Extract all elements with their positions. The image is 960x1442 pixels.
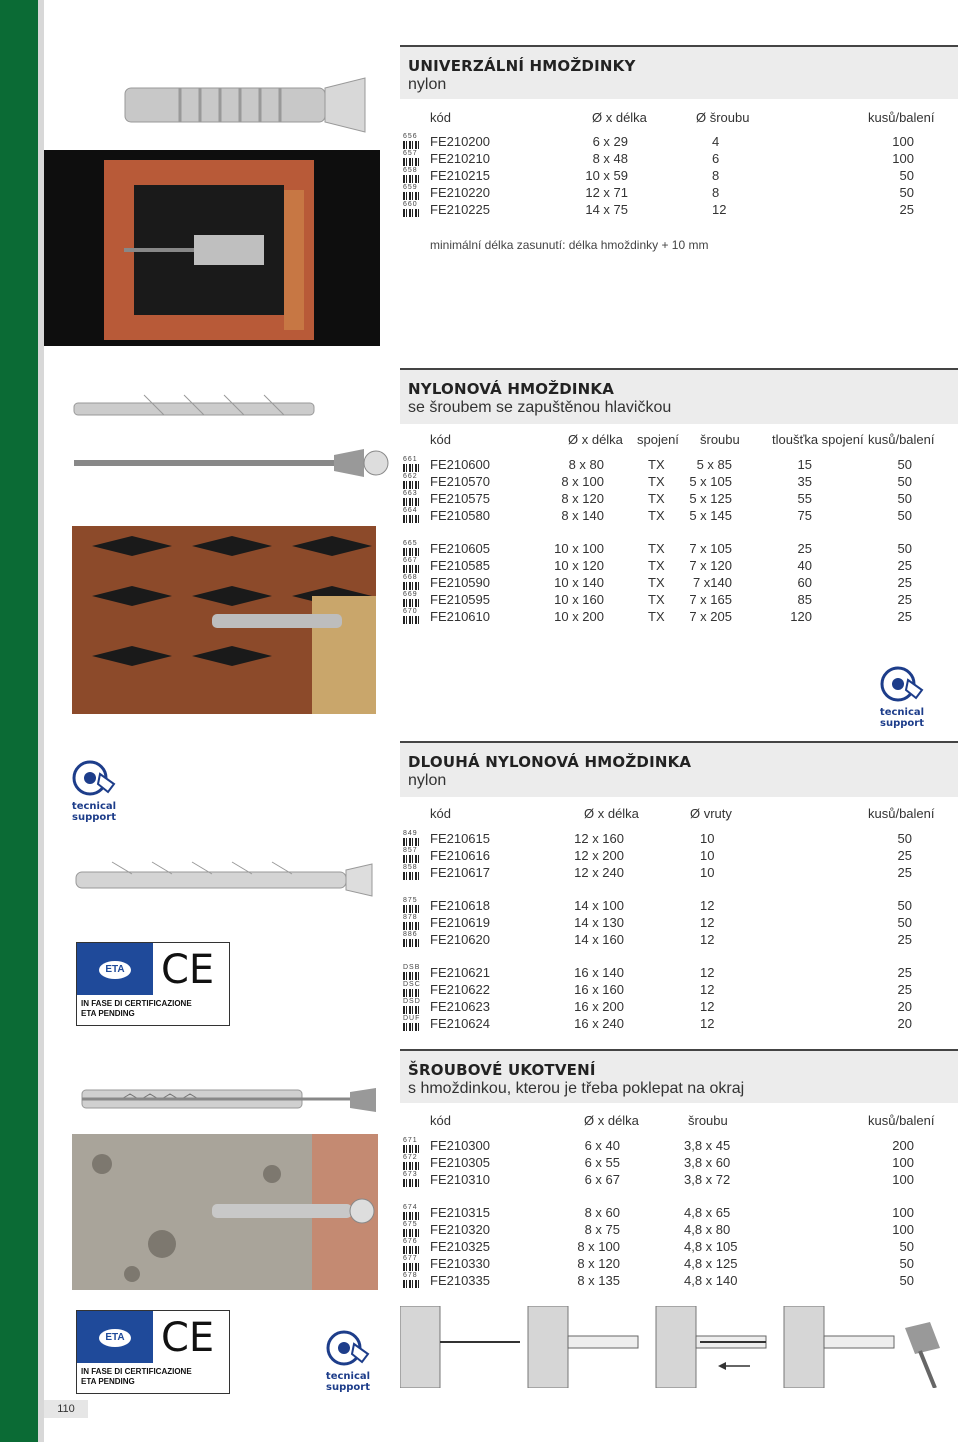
s2-col-thickness: tloušťka spojení (772, 432, 864, 447)
cell-qty: 100 (892, 1222, 914, 1237)
cell-qty: 20 (897, 999, 912, 1014)
cell-qty: 25 (897, 558, 912, 573)
cell-code: FE210616 (430, 848, 490, 863)
table-row (400, 1222, 940, 1239)
cell-screw: 7 x 120 (689, 558, 732, 573)
cell-screw: 4,8 x 105 (684, 1239, 738, 1254)
cell-code: FE210595 (430, 592, 490, 607)
cell-screw: 3,8 x 45 (684, 1138, 731, 1153)
section4-header (400, 1049, 958, 1103)
cell-code: FE210624 (430, 1016, 490, 1031)
cell-screw: 5 x 105 (689, 474, 732, 489)
qr-code-icon: 659 (403, 186, 421, 201)
qr-code-icon: 667 (403, 559, 421, 574)
section3-header (400, 741, 958, 797)
cell-code: FE210570 (430, 474, 490, 489)
cell-qty: 50 (897, 474, 912, 489)
cell-joint: TX (648, 457, 665, 472)
cell-screw: 4 (712, 134, 720, 149)
cell-qty: 50 (897, 831, 912, 846)
qr-code-icon: 664 (403, 509, 421, 524)
table-row (400, 982, 940, 999)
cell-size: 10 x 160 (554, 592, 604, 607)
cell-screw: 3,8 x 60 (684, 1155, 731, 1170)
table-row (400, 1172, 940, 1189)
cell-screw: 12 (700, 982, 715, 997)
table-row (400, 865, 940, 882)
cell-qty: 25 (897, 575, 912, 590)
cell-qty: 50 (897, 457, 912, 472)
s2-col-qty: kusů/balení (868, 432, 935, 447)
tech-support-line2: support (72, 812, 116, 823)
cell-code: FE210585 (430, 558, 490, 573)
qr-code-icon: 662 (403, 475, 421, 490)
hammer-anchor-image (80, 1082, 380, 1122)
table-row (400, 1273, 940, 1290)
cell-screw: 3,8 x 72 (684, 1172, 731, 1187)
cell-thick: 75 (797, 508, 812, 523)
table-row (400, 1256, 940, 1273)
cell-thick: 85 (797, 592, 812, 607)
cell-qty: 25 (897, 609, 912, 624)
qr-code-icon: 672 (403, 1156, 421, 1171)
cell-size: 8 x 120 (577, 1256, 620, 1271)
cell-size: 8 x 100 (577, 1239, 620, 1254)
s4-col-screw: šroubu (688, 1113, 728, 1128)
cell-qty: 100 (892, 1205, 914, 1220)
tech-support-logo-right (872, 662, 932, 729)
tech-support-logo-bottom (318, 1326, 378, 1393)
table-row (400, 999, 940, 1016)
qr-code-icon: 886 (403, 933, 421, 948)
cell-size: 10 x 100 (554, 541, 604, 556)
cell-screw: 5 x 125 (689, 491, 732, 506)
cell-qty: 50 (899, 168, 914, 183)
table-row (400, 558, 940, 575)
eta-flag (77, 943, 153, 995)
s2-col-screw: šroubu (700, 432, 740, 447)
table-row (400, 508, 940, 525)
table-row (400, 898, 940, 915)
s2-col-joint: spojení (637, 432, 679, 447)
qr-code-icon: 878 (403, 916, 421, 931)
qr-code-icon: 670 (403, 610, 421, 625)
cell-code: FE210615 (430, 831, 490, 846)
s4-col-size: Ø x délka (584, 1113, 639, 1128)
qr-code-icon: 849 (403, 832, 421, 847)
cell-size: 6 x 67 (584, 1172, 620, 1187)
table-row (400, 474, 940, 491)
cell-screw: 7 x140 (692, 575, 732, 590)
cell-qty: 50 (899, 1239, 914, 1254)
cell-screw: 7 x 205 (689, 609, 732, 624)
cell-code: FE210575 (430, 491, 490, 506)
cell-thick: 25 (797, 541, 812, 556)
cell-thick: 35 (797, 474, 812, 489)
cell-screw: 5 x 85 (696, 457, 732, 472)
universal-plug-image (120, 70, 380, 140)
cell-size: 16 x 140 (574, 965, 624, 980)
cell-size: 6 x 40 (584, 1138, 620, 1153)
cell-code: FE210300 (430, 1138, 490, 1153)
cell-code: FE210225 (430, 202, 490, 217)
cell-size: 14 x 75 (585, 202, 628, 217)
qr-code-icon: DSC (403, 983, 421, 998)
section2-title: NYLONOVÁ HMOŽDINKA (408, 380, 615, 398)
cell-qty: 25 (897, 932, 912, 947)
cell-screw: 5 x 145 (689, 508, 732, 523)
cell-size: 10 x 140 (554, 575, 604, 590)
cell-screw: 12 (700, 915, 715, 930)
cell-code: FE210210 (430, 151, 490, 166)
cell-screw: 6 (712, 151, 720, 166)
cell-qty: 20 (897, 1016, 912, 1031)
concrete-install-photo (72, 1134, 378, 1290)
cell-screw: 8 (712, 185, 720, 200)
cell-screw: 4,8 x 140 (684, 1273, 738, 1288)
s4-col-qty: kusů/balení (868, 1113, 935, 1128)
page-number: 110 (44, 1400, 88, 1418)
cell-qty: 25 (897, 982, 912, 997)
cell-code: FE210622 (430, 982, 490, 997)
cell-code: FE210623 (430, 999, 490, 1014)
cell-code: FE210325 (430, 1239, 490, 1254)
s1-note: minimální délka zasunutí: délka hmoždinky + 10 mm (430, 238, 709, 252)
cell-code: FE210215 (430, 168, 490, 183)
cell-screw: 10 (700, 848, 715, 863)
qr-code-icon: 660 (403, 203, 421, 218)
ce-mark: CE (161, 947, 215, 993)
cell-code: FE210315 (430, 1205, 490, 1220)
installation-steps-diagram (400, 1306, 950, 1388)
s1-col-code: kód (430, 110, 451, 125)
cell-qty: 50 (897, 541, 912, 556)
cell-screw: 8 (712, 168, 720, 183)
cell-screw: 4,8 x 80 (684, 1222, 731, 1237)
cell-size: 6 x 55 (584, 1155, 620, 1170)
tech-support-line1: tecnical (325, 1371, 371, 1382)
section1-title: UNIVERZÁLNÍ HMOŽDINKY (408, 57, 636, 75)
qr-code-icon: DUF (403, 1017, 421, 1032)
cell-size: 14 x 100 (574, 898, 624, 913)
cell-size: 8 x 60 (584, 1205, 620, 1220)
cell-size: 10 x 200 (554, 609, 604, 624)
cell-code: FE210610 (430, 609, 490, 624)
cell-size: 8 x 100 (561, 474, 604, 489)
eta-flag (77, 1311, 153, 1363)
table-row (400, 134, 940, 151)
table-row (400, 541, 940, 558)
cell-qty: 50 (897, 491, 912, 506)
qr-code-icon: 678 (403, 1274, 421, 1289)
s3-col-code: kód (430, 806, 451, 821)
table-row (400, 457, 940, 474)
cell-code: FE210305 (430, 1155, 490, 1170)
cell-joint: TX (648, 541, 665, 556)
section3-title: DLOUHÁ NYLONOVÁ HMOŽDINKA (408, 753, 692, 771)
cell-qty: 50 (897, 915, 912, 930)
s4-col-code: kód (430, 1113, 451, 1128)
section4-title: ŠROUBOVÉ UKOTVENÍ (408, 1061, 596, 1079)
honeycomb-brick-photo (72, 526, 376, 714)
cell-qty: 50 (899, 185, 914, 200)
cell-joint: TX (648, 558, 665, 573)
tech-support-line1: tecnical (879, 707, 925, 718)
qr-code-icon: 675 (403, 1223, 421, 1238)
qr-code-icon: 857 (403, 849, 421, 864)
tech-support-icon (318, 1326, 378, 1368)
cell-code: FE210600 (430, 457, 490, 472)
cell-code: FE210320 (430, 1222, 490, 1237)
s2-col-size: Ø x délka (568, 432, 623, 447)
tech-support-line1: tecnical (71, 801, 117, 812)
table-row (400, 592, 940, 609)
qr-code-icon: 674 (403, 1206, 421, 1221)
s2-col-code: kód (430, 432, 451, 447)
cell-screw: 7 x 165 (689, 592, 732, 607)
qr-code-icon: DSB (403, 966, 421, 981)
qr-code-icon: 677 (403, 1257, 421, 1272)
qr-code-icon: 658 (403, 169, 421, 184)
cell-code: FE210330 (430, 1256, 490, 1271)
cell-screw: 4,8 x 65 (684, 1205, 731, 1220)
table-row (400, 491, 940, 508)
cell-screw: 12 (700, 965, 715, 980)
eta-badge-left (76, 942, 230, 1026)
s3-col-qty: kusů/balení (868, 806, 935, 821)
cell-joint: TX (648, 592, 665, 607)
cell-qty: 25 (897, 865, 912, 880)
qr-code-icon: 661 (403, 458, 421, 473)
qr-code-icon: 875 (403, 899, 421, 914)
table-row (400, 1138, 940, 1155)
eta-logo-text: ETA (99, 1329, 131, 1347)
cell-size: 8 x 48 (592, 151, 628, 166)
cell-qty: 100 (892, 151, 914, 166)
cell-thick: 15 (797, 457, 812, 472)
cell-qty: 25 (897, 592, 912, 607)
cell-code: FE210617 (430, 865, 490, 880)
section3-subtitle: nylon (408, 772, 447, 789)
s3-col-screw: Ø vruty (690, 806, 732, 821)
cell-size: 12 x 160 (574, 831, 624, 846)
table-row (400, 1205, 940, 1222)
cell-qty: 200 (892, 1138, 914, 1153)
cell-size: 8 x 80 (568, 457, 604, 472)
tech-support-icon (872, 662, 932, 704)
cell-size: 14 x 130 (574, 915, 624, 930)
cell-code: FE210619 (430, 915, 490, 930)
cell-joint: TX (648, 575, 665, 590)
cell-code: FE210200 (430, 134, 490, 149)
cell-size: 8 x 140 (561, 508, 604, 523)
cell-code: FE210620 (430, 932, 490, 947)
cell-screw: 12 (700, 1016, 715, 1031)
cell-size: 10 x 120 (554, 558, 604, 573)
cell-screw: 12 (700, 932, 715, 947)
section1-header (400, 45, 958, 99)
table-row (400, 915, 940, 932)
table-row (400, 831, 940, 848)
cell-screw: 12 (712, 202, 727, 217)
cell-qty: 50 (899, 1273, 914, 1288)
cell-thick: 40 (797, 558, 812, 573)
s3-col-size: Ø x délka (584, 806, 639, 821)
cell-size: 14 x 160 (574, 932, 624, 947)
section2-header (400, 368, 958, 424)
cell-joint: TX (648, 508, 665, 523)
cell-size: 6 x 29 (592, 134, 628, 149)
table-row (400, 1155, 940, 1172)
eta-text: IN FASE DI CERTIFICAZIONE ETA PENDING (81, 999, 192, 1018)
cell-code: FE210618 (430, 898, 490, 913)
cell-size: 16 x 200 (574, 999, 624, 1014)
cell-thick: 120 (790, 609, 812, 624)
section2-subtitle: se šroubem se zapuštěnou hlavičkou (408, 399, 672, 416)
qr-code-icon: 858 (403, 866, 421, 881)
cell-qty: 25 (897, 848, 912, 863)
cell-screw: 10 (700, 831, 715, 846)
qr-code-icon: 656 (403, 135, 421, 150)
qr-code-icon: 657 (403, 152, 421, 167)
cell-size: 8 x 120 (561, 491, 604, 506)
table-row (400, 168, 940, 185)
tech-support-logo-left (64, 756, 124, 823)
cell-size: 16 x 160 (574, 982, 624, 997)
green-side-bar (0, 0, 38, 1442)
tech-support-line2: support (326, 1382, 370, 1393)
table-row (400, 185, 940, 202)
table-row (400, 965, 940, 982)
cell-code: FE210605 (430, 541, 490, 556)
table-row (400, 932, 940, 949)
tech-support-icon (64, 756, 124, 798)
qr-code-icon: 665 (403, 542, 421, 557)
table-row (400, 1016, 940, 1033)
cell-qty: 100 (892, 134, 914, 149)
table-row (400, 202, 940, 219)
cell-joint: TX (648, 474, 665, 489)
cell-size: 10 x 59 (585, 168, 628, 183)
eta-badge-bottom (76, 1310, 230, 1394)
eta-logo-text: ETA (99, 961, 131, 979)
cell-qty: 100 (892, 1155, 914, 1170)
cell-code: FE210310 (430, 1172, 490, 1187)
cell-screw: 12 (700, 999, 715, 1014)
cell-qty: 25 (897, 965, 912, 980)
brick-install-photo (44, 150, 380, 346)
cell-qty: 50 (897, 898, 912, 913)
cell-code: FE210590 (430, 575, 490, 590)
eta-text: IN FASE DI CERTIFICAZIONE ETA PENDING (81, 1367, 192, 1386)
cell-screw: 4,8 x 125 (684, 1256, 738, 1271)
qr-code-icon: 673 (403, 1173, 421, 1188)
table-row (400, 848, 940, 865)
cell-size: 16 x 240 (574, 1016, 624, 1031)
long-plug-image (72, 858, 382, 898)
cell-code: FE210580 (430, 508, 490, 523)
cell-size: 12 x 240 (574, 865, 624, 880)
cell-qty: 25 (899, 202, 914, 217)
cell-code: FE210621 (430, 965, 490, 980)
cell-thick: 60 (797, 575, 812, 590)
s1-col-qty: kusů/balení (868, 110, 935, 125)
screw-plug-image (64, 385, 394, 485)
qr-code-icon: 663 (403, 492, 421, 507)
cell-qty: 50 (899, 1256, 914, 1271)
cell-thick: 55 (797, 491, 812, 506)
table-row (400, 1239, 940, 1256)
qr-code-icon: 668 (403, 576, 421, 591)
section4-subtitle: s hmoždinkou, kterou je třeba poklepat na okraj (408, 1080, 745, 1097)
cell-screw: 10 (700, 865, 715, 880)
ce-mark: CE (161, 1315, 215, 1361)
cell-size: 12 x 200 (574, 848, 624, 863)
qr-code-icon: 669 (403, 593, 421, 608)
section1-subtitle: nylon (408, 76, 447, 93)
cell-joint: TX (648, 609, 665, 624)
cell-screw: 7 x 105 (689, 541, 732, 556)
table-row (400, 575, 940, 592)
cell-qty: 100 (892, 1172, 914, 1187)
cell-qty: 50 (897, 508, 912, 523)
cell-screw: 12 (700, 898, 715, 913)
cell-code: FE210220 (430, 185, 490, 200)
cell-code: FE210335 (430, 1273, 490, 1288)
cell-size: 12 x 71 (585, 185, 628, 200)
cell-size: 8 x 75 (584, 1222, 620, 1237)
qr-code-icon: 676 (403, 1240, 421, 1255)
qr-code-icon: 671 (403, 1139, 421, 1154)
qr-code-icon: DSD (403, 1000, 421, 1015)
table-row (400, 151, 940, 168)
s1-col-size: Ø x délka (592, 110, 647, 125)
cell-size: 8 x 135 (577, 1273, 620, 1288)
cell-joint: TX (648, 491, 665, 506)
s1-col-screw: Ø šroubu (696, 110, 750, 125)
tech-support-line2: support (880, 718, 924, 729)
table-row (400, 609, 940, 626)
